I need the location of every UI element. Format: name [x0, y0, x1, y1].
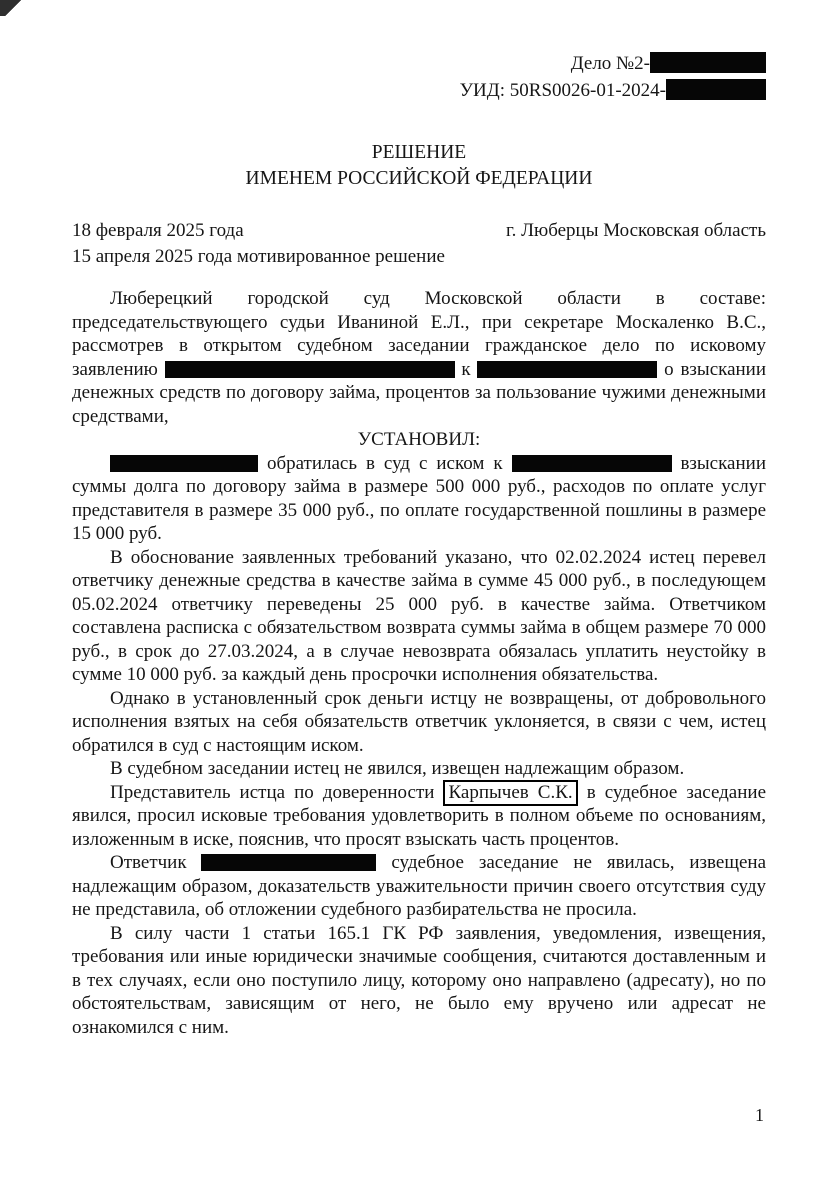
section-heading: УСТАНОВИЛ:: [357, 429, 481, 450]
redaction-box: [512, 455, 672, 472]
court-place: г. Люберцы Московская область: [505, 220, 766, 241]
paragraph: В судебном заседании истец не явился, извещен надлежащим образом.: [110, 758, 685, 779]
case-number-label: Дело №2-: [570, 53, 650, 74]
paragraph: Представитель истца по доверенности Карпычев С.К. в судебное заседание явился, просил исковые требования удовлетворить в полном объеме по основаниям, изложенным в иске, пояснив, что просят взыскать часть процентов.: [72, 781, 766, 850]
case-header: [72, 50, 766, 104]
document-title: [72, 140, 766, 192]
redaction-box: [165, 361, 455, 378]
title-line-1: РЕШЕНИЕ: [371, 142, 467, 163]
decision-date: 18 февраля 2025 года: [72, 220, 244, 241]
uid-label: УИД: 50RS0026-01-2024-: [459, 80, 666, 101]
paragraph: В силу части 1 статьи 165.1 ГК РФ заявления, уведомления, извещения, требования или иные юридически значимые сообщения, считаются доставленным и в тех случаях, если оно поступило лицу, которому оно направлено (адресату), но по обстоятельствам, зависящим от него, не было ему вручено или адресат не ознакомился с ним.: [72, 922, 766, 1038]
redaction-box: [201, 854, 376, 871]
paragraph: обратилась в суд с иском к взыскании суммы долга по договору займа в размере 500 000 руб., расходов по оплате услуг представителя в размере 35 000 руб., по оплате государственной пошлины в размере 15 000 руб.: [72, 452, 766, 544]
scan-artifact: [0, 0, 34, 16]
redaction-box: [650, 52, 766, 73]
redaction-box: [477, 361, 657, 378]
paragraph: Ответчик судебное заседание не явилась, извещена надлежащим образом, доказательств уважительности причин своего отсутствия суду не представила, об отложении судебного разбирательства не просила.: [72, 852, 766, 920]
case-number-line: [72, 50, 766, 77]
motivated-decision-date: 15 апреля 2025 года мотивированное решение: [72, 246, 445, 267]
highlighted-name-box: Карпычев С.К.: [443, 780, 577, 806]
redaction-box: [666, 79, 766, 100]
redaction-box: [110, 455, 258, 472]
document-body: [72, 287, 766, 1039]
paragraph: Однако в установленный срок деньги истцу не возвращены, от добровольного исполнения взятых на себя обязательств ответчик уклоняется, в связи с чем, истец обратился в суд с настоящим иском.: [72, 687, 766, 756]
title-line-2: ИМЕНЕМ РОССИЙСКОЙ ФЕДЕРАЦИИ: [245, 168, 593, 189]
date-place-row: [72, 218, 766, 244]
paragraph: В обоснование заявленных требований указано, что 02.02.2024 истец перевел ответчику денежные средства в качестве займа в сумме 45 000 руб., в последующем 05.02.2024 ответчику переведены 25 000 руб. в качестве займа. Ответчиком составлена расписка с обязательством возврата суммы займа в общем размере 70 000 руб., в срок до 27.03.2024, а в случае невозврата обязалась уплатить неустойку в сумме 10 000 руб. за каждый день просрочки исполнения обязательства.: [72, 546, 766, 685]
uid-line: [72, 77, 766, 104]
paragraph: Люберецкий городской суд Московской области в составе: председательствующего судьи Иваниной Е.Л., при секретаре Москаленко В.С., рассмотрев в открытом судебном заседании гражданское дело по исковому заявлению к о взыскании денежных средств по договору займа, процентов за пользование чужими денежными средствами,: [72, 288, 767, 427]
page-number: 1: [755, 1105, 764, 1125]
